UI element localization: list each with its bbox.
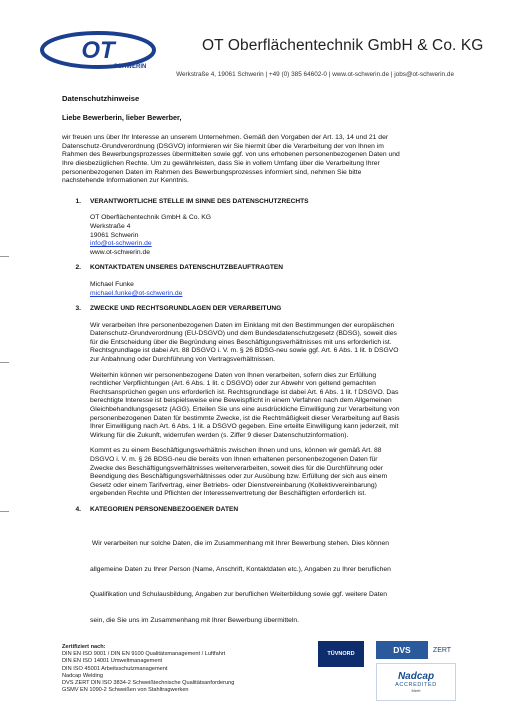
company-logo — [38, 28, 158, 72]
section-number: 2. — [75, 264, 81, 272]
controller-website: www.ot-schwerin.de — [90, 248, 151, 256]
tuv-label: TÜVNORD — [327, 651, 355, 657]
text-line: sein, die Sie uns im Zusammenhang mit Ihrer Bewerbung übermitteln. — [90, 617, 299, 625]
section-title: ZWECKE UND RECHTSGRUNDLAGEN DER VERARBEITUNG — [90, 305, 282, 313]
document-body — [62, 92, 450, 650]
certification-footer — [62, 644, 234, 694]
section-1 — [62, 198, 450, 258]
text-line: Beendigung des Beschäftigungsverhältnisses oder zur Ausübung bzw. Erfüllung der sich aus einem — [90, 473, 388, 481]
paragraph — [90, 322, 450, 365]
dpo-email-link[interactable]: michael.funke@ot-schwerin.de — [90, 289, 183, 297]
text-line: nachstehende Informationen zur Kenntnis. — [62, 177, 189, 185]
paragraph — [90, 372, 450, 441]
text-line: Qualifikation und Schulausbildung, Angaben zur beruflichen Weiterbildung sowie ggf. weitere Daten — [90, 591, 388, 599]
accredited-label: ACCREDITED — [395, 682, 437, 688]
section-title: KATEGORIEN PERSONENBEZOGENER DATEN — [90, 505, 239, 513]
address-line: Werkstraße 4, 19061 Schwerin | +49 (0) 385 64602-0 | www.ot-schwerin.de | jobs@ot-schwerin.de — [176, 71, 454, 78]
dpo-name: Michael Funke — [90, 280, 134, 288]
section-number: 4. — [75, 505, 81, 513]
cert-line: DVS ZERT DIN ISO 3834-2 Schweißtechnische Qualitätsanforderung — [62, 680, 235, 687]
dvs-label: DVS — [393, 645, 411, 655]
cert-line: DIN EN ISO 9001 / DIN EN 9100 Qualitätsmanagement / Luftfahrt — [62, 651, 226, 658]
text-line: berechtigte Interesse ist beispielsweise eine Beweispflicht in einem Verfahren nach dem Allgemeinen — [90, 397, 392, 405]
section-heading — [62, 305, 450, 314]
tuv-nord-logo — [318, 641, 364, 667]
merit-label: Merit — [411, 688, 421, 693]
address-line-1: OT Oberflächentechnik GmbH & Co. KG — [90, 214, 212, 222]
paragraph — [90, 523, 450, 643]
footer-heading: Zertifiziert nach: — [62, 644, 106, 650]
cert-line: Nadcap Welding — [62, 672, 103, 679]
text-line: Rechtsgrundlage ist dabei Art. 88 DSGVO i. V. m. § 26 BDSG-neu sowie ggf. Art. 6 Abs. 1 lit. b DSGVO — [90, 347, 399, 355]
text-line: für die Entscheidung über die Begründung eines Beschäftigungsverhältnisses mit uns erforderlich ist. — [90, 338, 392, 346]
text-line: Ihre diesbezüglichen Rechte. Um zu gewährleisten, dass Sie in vollem Umfang über die Verarbeitung Ihrer — [62, 159, 380, 167]
text-line: Zwecke des Beschäftigungsverhältnisses weiterverarbeiten, soweit dies für die Durchführung oder — [90, 464, 384, 472]
section-heading — [62, 506, 450, 515]
text-line: allgemeine Daten zu Ihrer Person (Name, Anschrift, Kontaktdaten etc.), Angaben zu Ihrer beruflichen — [90, 565, 391, 573]
address-line-3: 19061 Schwerin — [90, 231, 139, 239]
text-line: DSGVO i. V. m. § 26 BDSG-neu die bereits von Ihnen erhaltenen personenbezogenen Daten für — [90, 456, 378, 463]
text-line: personenbezogenen Daten im Rahmen des Bewerbungsprozesses informiert sind, nehmen Sie bitte — [62, 168, 362, 176]
section-number: 1. — [75, 197, 81, 205]
nadcap-accredited-logo — [376, 663, 456, 701]
text-line: personenbezogenen Daten für bestimmte Zwecke, ist die Rechtmäßigkeit dieser Verarbeitung auf Basis — [90, 414, 400, 422]
section-number: 3. — [75, 305, 81, 313]
intro-paragraph — [62, 134, 450, 186]
text-line: Gleichbehandlungsgesetz (AGG). Erteilen Sie uns eine ausdrückliche Einwilligung zur Verarbeitung von — [90, 406, 400, 414]
text-line: Rahmen des Bewerbungsprozesses übermittelten sowie ggf. von uns erhobenen personenbezogenen Daten und — [62, 151, 400, 159]
text-line: Wir verarbeiten nur solche Daten, die im Zusammenhang mit Ihrer Bewerbung stehen. Dies können — [90, 539, 390, 547]
text-line: zur Anbahnung oder Durchführung von Vertragsverhältnissen. — [90, 356, 275, 364]
section-3 — [62, 305, 450, 499]
nadcap-label: Nadcap — [397, 671, 435, 682]
text-line: Weiterhin können wir personenbezogene Daten von Ihnen verarbeiten, sofern dies zur Erfüllung — [90, 371, 377, 379]
text-line: Ihrer Einwilligung nach Art. 6 Abs. 1 lit. a DSGVO gegeben. Eine erteilte Einwilligung kann jederzeit, mit — [90, 423, 399, 431]
section-4 — [62, 506, 450, 643]
dvs-zert-label: ZERT — [432, 646, 452, 654]
cert-line: GSMV EN 1090-2 Schweißen von Stahltragwerken — [62, 687, 189, 694]
text-line: Datenschutz-Grundverordnung (DSGVO) informieren wir Sie hiermit über die Verarbeitung der von Ihnen im — [62, 142, 384, 150]
company-name: OT Oberflächentechnik GmbH & Co. KG — [202, 37, 484, 54]
logo-text: OT — [81, 37, 115, 64]
cert-line: DIN EN ISO 14001 Umweltmanagement — [62, 658, 163, 665]
text-line: ergebenden Rechte und Pflichten der Interessenvertretung der Beschäftigten erforderlich ist. — [90, 490, 367, 498]
text-line: Wirkung für die Zukunft, widerrufen werden (s. Ziffer 9 dieser Datenschutzinformation). — [90, 431, 349, 439]
text-line: Wir verarbeiten Ihre personenbezogenen Daten im Einklang mit den Bestimmungen der europäischen — [90, 321, 395, 329]
text-line: rechtlicher Verpflichtungen (Art. 6 Abs. 1 lit. c DSGVO) oder zur Abwehr von geltend gemachten — [90, 380, 376, 388]
cert-line: DIN ISO 45001 Arbeitsschutzmanagement — [62, 665, 168, 672]
fold-mark-bottom — [0, 511, 9, 512]
fold-mark-top — [0, 256, 9, 257]
text-line: Kommt es zu einem Beschäftigungsverhältnis zwischen Ihnen und uns, können wir gemäß Art. 88 — [90, 447, 382, 455]
controller-address — [90, 214, 450, 257]
text-line: Rechtsansprüchen gegen uns erforderlich ist. Rechtsgrundlage ist dabei Art. 6 Abs. 1 lit. f DSGVO. Das — [90, 388, 399, 396]
salutation: Liebe Bewerberin, lieber Bewerber, — [62, 112, 182, 122]
document-title: Datenschutzhinweise — [62, 94, 140, 103]
section-title: KONTAKTDATEN UNSERES DATENSCHUTZBEAUFTRAGTEN — [90, 264, 284, 272]
section-heading — [62, 198, 450, 207]
text-line: Datenschutz-Grundverordnung (EU-DSGVO) und dem Bundesdatenschutzgesetz (BDSG), soweit dies — [90, 330, 397, 338]
paragraph — [90, 447, 450, 499]
section-title: VERANTWORTLICHE STELLE IM SINNE DES DATENSCHUTZRECHTS — [90, 197, 309, 205]
dpo-contact — [90, 281, 450, 298]
address-line-2: Werkstraße 4 — [90, 222, 131, 230]
text-line: wir freuen uns über Ihr Interesse an unserem Unternehmen. Gemäß den Vorgaben der Art. 13, 14 und 21 der — [62, 134, 389, 142]
controller-email-link[interactable]: info@ot-schwerin.de — [90, 240, 152, 248]
text-line: Gesetz oder einem Tarifvertrag, einer Betriebs- oder Dienstvereinbarung (Kollektivvereinbarung) — [90, 481, 377, 489]
fold-mark-middle — [0, 362, 9, 363]
dvs-logo — [376, 641, 428, 659]
logo-subtext: SCHWERIN — [113, 64, 147, 70]
section-2 — [62, 264, 450, 298]
section-heading — [62, 264, 450, 273]
